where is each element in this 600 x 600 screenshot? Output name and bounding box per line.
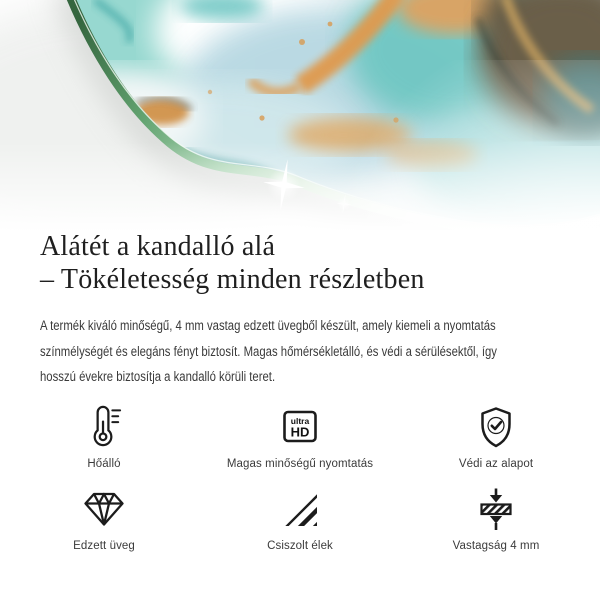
feature-tempered-glass <box>73 486 135 552</box>
description-line: hosszú évekre biztosítja a kandalló körüli teret. <box>40 369 276 384</box>
page-title-line2: – Tökéletesség minden részletben <box>40 264 425 295</box>
page-title-line1: Alátét a kandalló alá <box>40 231 276 262</box>
feature-print-quality <box>227 404 373 470</box>
svg-text:HD: HD <box>290 424 310 439</box>
thermometer-icon <box>84 404 124 449</box>
svg-text:ultra: ultra <box>290 415 310 426</box>
feature-label: Védi az alapot <box>458 457 534 470</box>
thickness-icon <box>476 487 516 531</box>
feature-label: Hőálló <box>87 457 121 470</box>
shield-check-icon <box>476 405 516 449</box>
ultra-hd-icon <box>280 405 320 449</box>
polished-edges-icon <box>280 489 320 529</box>
feature-protects-base <box>459 404 533 470</box>
feature-polished-edges <box>267 486 333 552</box>
feature-thickness <box>453 486 540 552</box>
diamond-icon <box>82 490 126 528</box>
description-line: A termék kiváló minőségű, 4 mm vastag edzett üvegből készült, amely kiemeli a nyomtatás <box>40 318 496 333</box>
page-title <box>40 230 560 296</box>
feature-grid <box>0 404 600 552</box>
feature-label: Edzett üveg <box>73 539 135 552</box>
feature-label: Csiszolt élek <box>267 539 333 552</box>
description-line: színmélységét és elegáns fényt biztosít. Magas hőmérsékletálló, és védi a sérülésektől, így <box>40 343 497 359</box>
product-description <box>40 313 497 390</box>
feature-heat-resistant <box>84 404 124 470</box>
feature-label: Vastagság 4 mm <box>452 539 540 552</box>
feature-label: Magas minőségű nyomtatás <box>226 457 374 470</box>
